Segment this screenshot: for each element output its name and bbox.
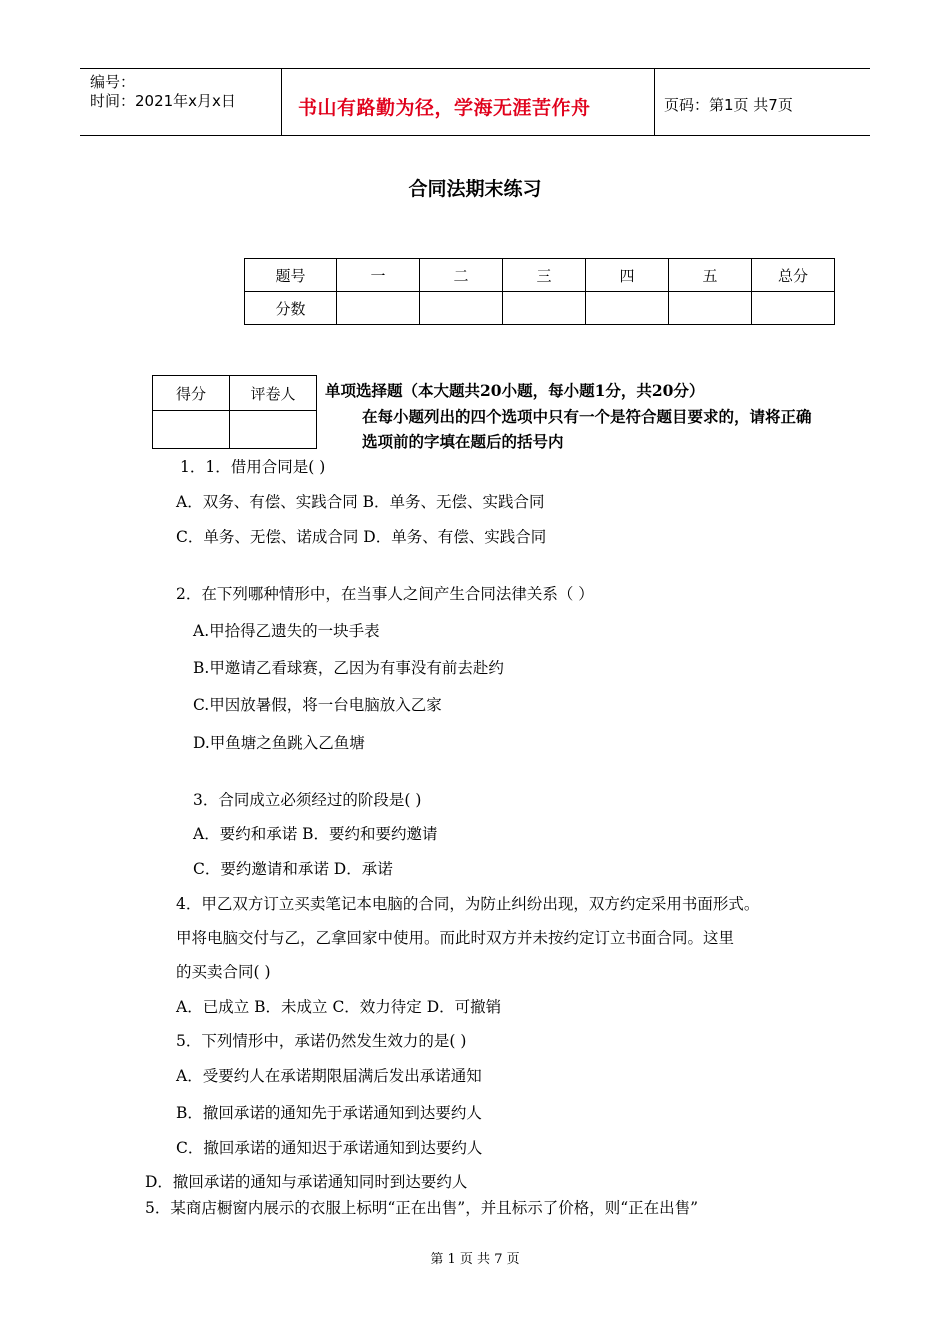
question-line: 2．在下列哪种情形中，在当事人之间产生合同法律关系（ ） [176,585,594,603]
question-line: 1．1．借用合同是( ) [180,458,326,476]
option-line: A．受要约人在承诺期限届满后发出承诺通知 [176,1067,482,1085]
score-table-cell: 分数 [245,292,337,325]
score-table [244,258,835,325]
page-title: 合同法期末练习 [408,178,542,200]
option-line: B．撤回承诺的通知先于承诺通知到达要约人 [176,1104,482,1122]
section-instruction-line1: 在每小题列出的四个选项中只有一个是符合题目要求的，请将正确 [362,407,812,426]
grader-table [152,375,317,449]
option-line: A．要约和承诺 B．要约和要约邀请 [193,825,438,843]
score-blank-cell [752,292,835,325]
score-blank-cell [669,292,752,325]
header-motto: 书山有路勤为径，学海无涯苦作舟 [298,97,591,119]
option-line: C．单务、无偿、诺成合同 D．单务、有偿、实践合同 [176,528,547,546]
option-line: D．撤回承诺的通知与承诺通知同时到达要约人 [145,1173,468,1191]
option-line: C．撤回承诺的通知迟于承诺通知到达要约人 [176,1139,483,1157]
section-heading: 单项选择题（本大题共20小题，每小题1分，共20分） [325,381,705,400]
score-table-cell: 二 [420,259,503,292]
header-divider-left [281,68,282,136]
option-line: B.甲邀请乙看球赛，乙因为有事没有前去赴约 [193,659,504,677]
score-blank-cell [420,292,503,325]
grader-table-header-row [153,376,317,411]
question-line: 5．下列情形中，承诺仍然发生效力的是( ) [176,1032,467,1050]
page-footer: 第 1 页 共 7 页 [430,1252,520,1267]
score-table-cell: 一 [337,259,420,292]
document-number-label: 编号： [90,73,136,91]
score-blank-cell [503,292,586,325]
option-line: A．已成立 B．未成立 C．效力待定 D．可撤销 [176,998,502,1016]
section-instruction-line2: 选项前的字填在题后的括号内 [362,432,564,451]
question-line: 3．合同成立必须经过的阶段是( ) [193,791,422,809]
question-line: 的买卖合同( ) [176,963,271,981]
grader-table-blank-row [153,411,317,449]
header-bottom-rule [80,135,870,136]
option-line: C．要约邀请和承诺 D．承诺 [193,860,393,878]
score-table-cell: 总分 [752,259,835,292]
score-table-cell: 三 [503,259,586,292]
score-table-cell: 题号 [245,259,337,292]
question-line: 甲将电脑交付与乙，乙拿回家中使用。而此时双方并未按约定订立书面合同。这里 [176,929,735,947]
header-divider-right [654,68,655,136]
score-table-header-row [245,259,835,292]
score-table-cell: 四 [586,259,669,292]
grader-blank-cell [230,411,317,449]
question-line: 5．某商店橱窗内展示的衣服上标明“正在出售”，并且标示了价格，则“正在出售” [145,1199,699,1217]
score-blank-cell [337,292,420,325]
option-line: A．双务、有偿、实践合同 B．单务、无偿、实践合同 [176,493,545,511]
score-blank-cell [586,292,669,325]
option-line: A.甲拾得乙遗失的一块手表 [193,622,380,640]
document-time-label: 时间：2021年x月x日 [90,92,236,110]
header-page-info: 页码：第1页 共7页 [664,96,793,114]
grader-blank-cell [153,411,230,449]
option-line: D.甲鱼塘之鱼跳入乙鱼塘 [193,734,365,752]
score-table-score-row [245,292,835,325]
score-table-cell: 五 [669,259,752,292]
question-line: 4．甲乙双方订立买卖笔记本电脑的合同，为防止纠纷出现，双方约定采用书面形式。 [176,895,760,913]
grader-score-label: 得分 [153,376,230,411]
option-line: C.甲因放暑假，将一台电脑放入乙家 [193,696,442,714]
grader-name-label: 评卷人 [230,376,317,411]
header-top-rule [80,68,870,69]
